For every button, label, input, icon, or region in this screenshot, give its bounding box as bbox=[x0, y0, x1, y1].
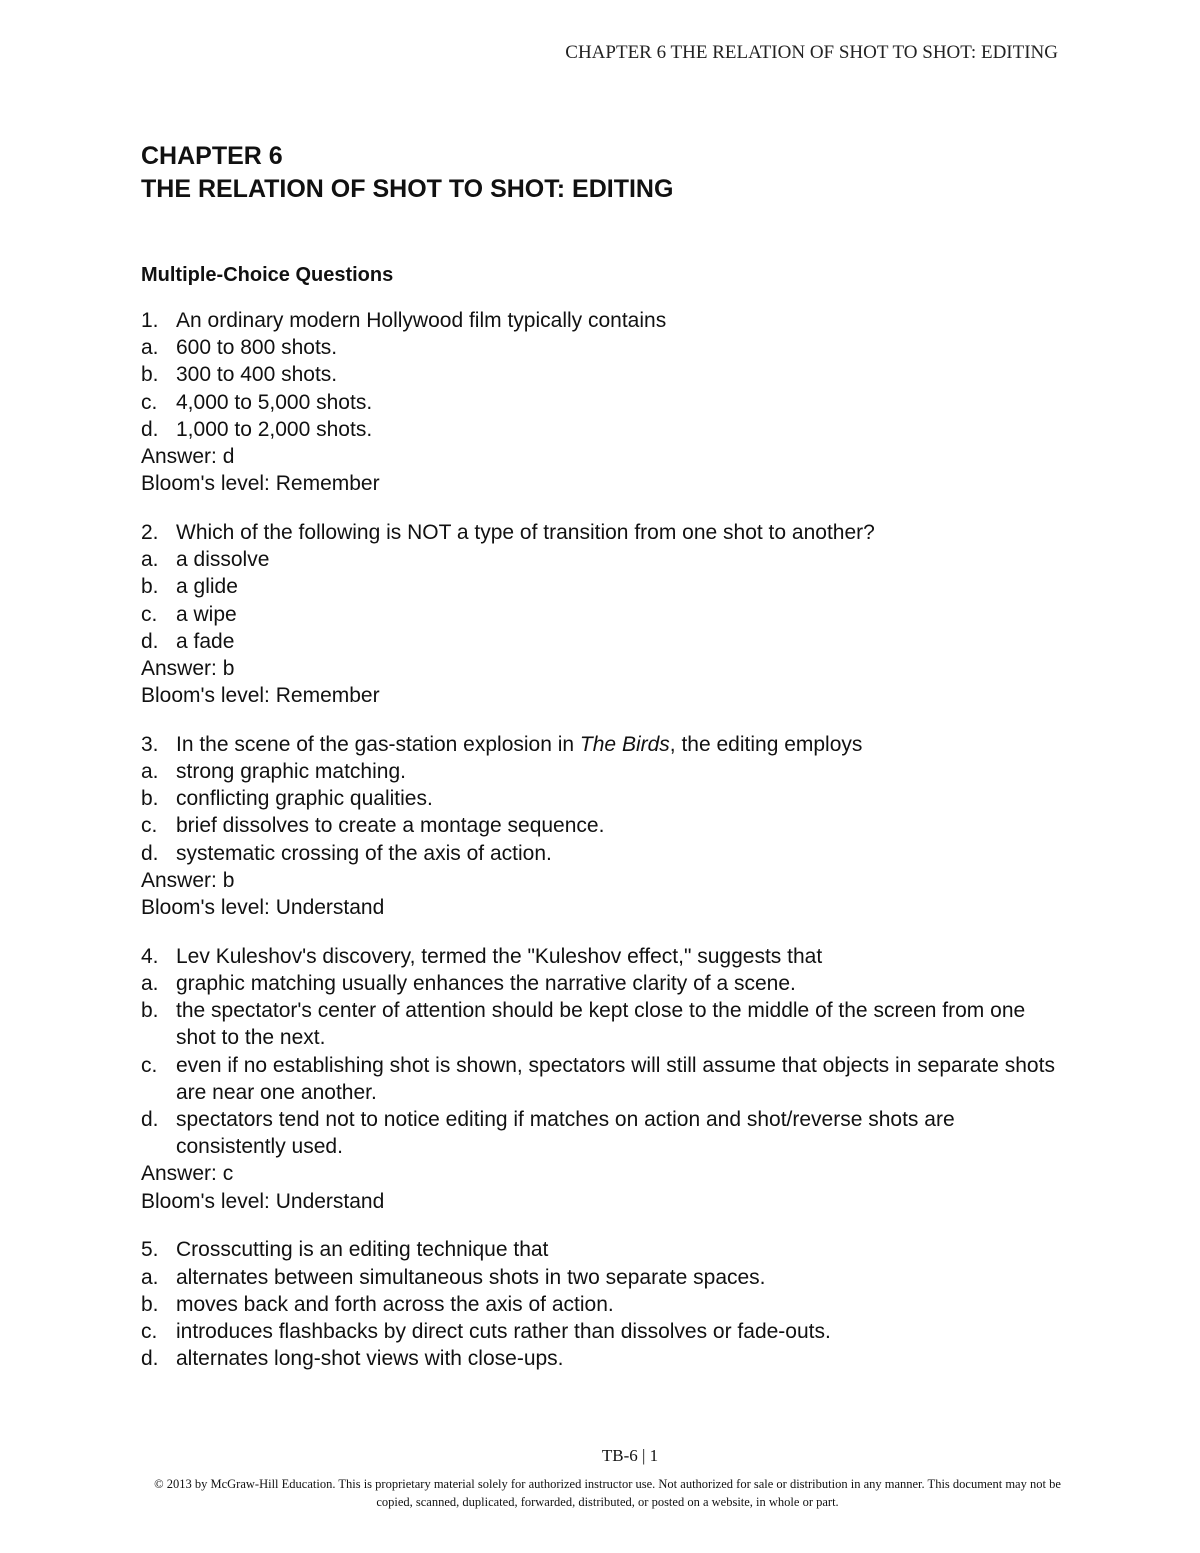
blooms-level: Bloom's level: Remember bbox=[141, 684, 380, 708]
option-letter: c. bbox=[141, 390, 158, 414]
option-text: strong graphic matching. bbox=[176, 760, 406, 784]
option-text: conflicting graphic qualities. bbox=[176, 787, 433, 811]
stem-after: , the editing employs bbox=[669, 732, 863, 756]
option-text: 600 to 800 shots. bbox=[176, 336, 338, 360]
copyright-notice: © 2013 by McGraw-Hill Education. This is proprietary material solely for authorized instructor use. Not authorized for sale or distribution in any manner. This document may not be copied, scanned, duplicated, forwarded, distributed, or posted on a website, in whole or part. bbox=[154, 1477, 1061, 1509]
option-letter: d. bbox=[141, 1347, 159, 1371]
option-b bbox=[141, 361, 1061, 388]
option-d bbox=[141, 1106, 1061, 1160]
option-letter: b. bbox=[141, 575, 159, 599]
question-text bbox=[176, 731, 1061, 758]
question-text: Lev Kuleshov's discovery, termed the "Kuleshov effect," suggests that bbox=[176, 944, 823, 968]
option-c bbox=[141, 1052, 1061, 1106]
blooms-level: Bloom's level: Remember bbox=[141, 472, 380, 496]
option-text: a fade bbox=[176, 629, 235, 653]
question-list bbox=[141, 307, 1061, 1372]
option-a bbox=[141, 1264, 1061, 1291]
option-b bbox=[141, 573, 1061, 600]
option-text: spectators tend not to notice editing if matches on action and shot/reverse shots are consistently used. bbox=[176, 1107, 955, 1159]
option-letter: d. bbox=[141, 629, 159, 653]
option-a bbox=[141, 546, 1061, 573]
option-text: alternates long-shot views with close-ups. bbox=[176, 1347, 564, 1371]
option-b bbox=[141, 997, 1061, 1051]
option-text: brief dissolves to create a montage sequence. bbox=[176, 814, 605, 838]
option-letter: c. bbox=[141, 814, 158, 838]
option-b bbox=[141, 785, 1061, 812]
question-number: 3. bbox=[141, 732, 159, 756]
option-text: the spectator's center of attention should be kept close to the middle of the screen from one shot to the next. bbox=[176, 999, 1026, 1050]
option-text: graphic matching usually enhances the narrative clarity of a scene. bbox=[176, 971, 796, 995]
question-text: An ordinary modern Hollywood film typically contains bbox=[176, 309, 667, 332]
chapter-heading bbox=[141, 140, 1061, 206]
option-letter: c. bbox=[141, 1319, 158, 1343]
option-d bbox=[141, 840, 1061, 867]
question-4 bbox=[141, 943, 1061, 1215]
question-number: 1. bbox=[141, 309, 159, 332]
option-letter: a. bbox=[141, 971, 159, 995]
film-title: The Birds bbox=[579, 732, 670, 756]
question-2 bbox=[141, 519, 1061, 709]
blooms-level: Bloom's level: Understand bbox=[141, 1189, 385, 1213]
question-number: 4. bbox=[141, 944, 159, 968]
option-letter: b. bbox=[141, 363, 159, 387]
question-stem bbox=[141, 1236, 1061, 1263]
running-header: CHAPTER 6 THE RELATION OF SHOT TO SHOT: EDITING bbox=[565, 42, 1058, 63]
chapter-number: CHAPTER 6 bbox=[141, 142, 283, 170]
option-a bbox=[141, 970, 1061, 997]
option-letter: d. bbox=[141, 1107, 159, 1131]
document-body bbox=[141, 140, 1061, 1394]
option-a bbox=[141, 334, 1061, 361]
option-text: 300 to 400 shots. bbox=[176, 363, 338, 387]
option-text: a dissolve bbox=[176, 548, 270, 572]
option-d bbox=[141, 1345, 1061, 1372]
question-text: Crosscutting is an editing technique that bbox=[176, 1238, 549, 1262]
page-footer bbox=[0, 1445, 1200, 1511]
option-text: 4,000 to 5,000 shots. bbox=[176, 390, 373, 414]
option-letter: b. bbox=[141, 999, 159, 1023]
option-text: alternates between simultaneous shots in two separate spaces. bbox=[176, 1265, 766, 1289]
option-letter: d. bbox=[141, 841, 159, 865]
option-d bbox=[141, 628, 1061, 655]
answer-line: Answer: b bbox=[141, 656, 235, 680]
option-c bbox=[141, 389, 1061, 416]
question-stem bbox=[141, 307, 1061, 334]
question-text: Which of the following is NOT a type of transition from one shot to another? bbox=[176, 520, 875, 544]
chapter-title: THE RELATION OF SHOT TO SHOT: EDITING bbox=[141, 175, 674, 203]
option-c bbox=[141, 812, 1061, 839]
blooms-level: Bloom's level: Understand bbox=[141, 896, 385, 920]
answer-line: Answer: d bbox=[141, 445, 235, 469]
question-number: 2. bbox=[141, 520, 159, 544]
question-stem bbox=[141, 519, 1061, 546]
question-stem bbox=[141, 943, 1061, 970]
question-5 bbox=[141, 1236, 1061, 1372]
option-letter: c. bbox=[141, 602, 158, 626]
answer-line: Answer: c bbox=[141, 1162, 234, 1186]
option-text: a glide bbox=[176, 575, 238, 599]
option-d bbox=[141, 416, 1061, 443]
option-text: a wipe bbox=[176, 602, 237, 626]
answer-line: Answer: b bbox=[141, 868, 235, 892]
question-1 bbox=[141, 307, 1061, 497]
option-text: moves back and forth across the axis of action. bbox=[176, 1292, 614, 1316]
page-number: TB-6 | 1 bbox=[601, 1446, 659, 1465]
option-letter: a. bbox=[141, 548, 159, 572]
option-letter: a. bbox=[141, 1265, 159, 1289]
option-letter: b. bbox=[141, 787, 159, 811]
option-b bbox=[141, 1291, 1061, 1318]
option-c bbox=[141, 601, 1061, 628]
question-stem bbox=[141, 731, 1061, 758]
option-text: systematic crossing of the axis of action. bbox=[176, 841, 552, 865]
question-number: 5. bbox=[141, 1238, 159, 1262]
option-c bbox=[141, 1318, 1061, 1345]
stem-before: In the scene of the gas-station explosion in bbox=[176, 732, 580, 756]
option-letter: c. bbox=[141, 1053, 158, 1077]
option-letter: a. bbox=[141, 760, 159, 784]
option-text: introduces flashbacks by direct cuts rather than dissolves or fade-outs. bbox=[176, 1319, 831, 1343]
option-a bbox=[141, 758, 1061, 785]
option-text: even if no establishing shot is shown, spectators will still assume that objects in separate shots are near one another. bbox=[176, 1053, 1055, 1104]
option-letter: d. bbox=[141, 417, 159, 441]
question-3 bbox=[141, 731, 1061, 921]
option-letter: b. bbox=[141, 1292, 159, 1316]
option-letter: a. bbox=[141, 336, 159, 360]
option-text: 1,000 to 2,000 shots. bbox=[176, 417, 373, 441]
section-title: Multiple-Choice Questions bbox=[141, 264, 394, 286]
